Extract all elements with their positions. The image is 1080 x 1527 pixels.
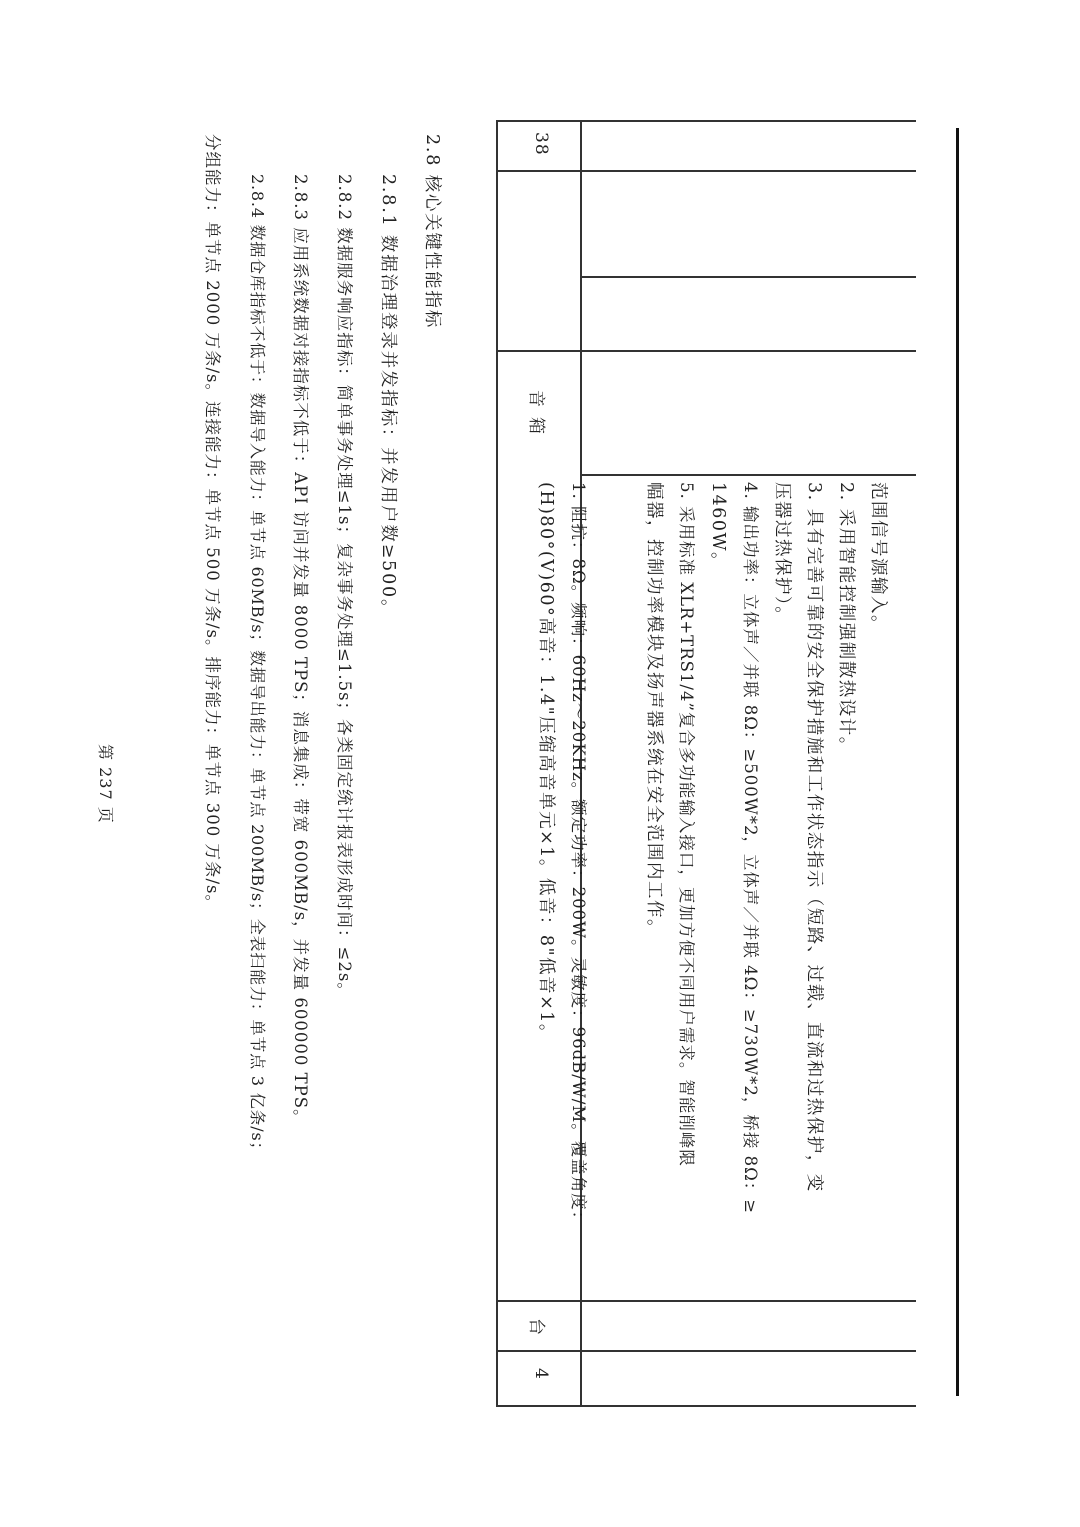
right-margin-rule [956,128,959,1396]
page-number: 第 237 页 [96,744,115,824]
spec-line: 1460W。 [708,482,728,572]
table-border-left [496,120,498,1406]
table-row-divider [496,1350,916,1352]
section-item-continuation: 分组能力：单节点 2000 万条/s。连接能力：单节点 500 万条/s。排序能力：单节点 300 万条/s。 [203,134,222,913]
spec-line: 压器过热保护）。 [772,482,792,626]
spec-line: 4. 输出功率：立体声／并联 8Ω：≥500W*2，立体声／并联 4Ω：≥730W*2，桥接 8Ω：≥ [741,482,760,1215]
item-name: 音箱 [526,390,546,444]
table-row-divider [496,350,916,352]
spec-line: 1. 阻抗：8Ω。频响：60Hz～20KHz。额定功率：200W。灵敏度：96dB/W/M。覆盖角度： [569,482,588,1229]
spec-line: 幅器，控制功率模块及扬声器系统在安全范围内工作。 [644,482,664,938]
table-row-divider [580,474,916,476]
row-number: 38 [531,132,551,156]
spec-line: 3. 具有完善可靠的安全保护措施和工作状态指示（短路、过载、直流和过热保护，变 [804,482,824,1193]
section-item: 2.8.2 数据服务响应指标：简单事务处理≤1s；复杂事务处理≤1.5s；各类固定统计报表形成时间：≤2s。 [335,174,354,1000]
quantity: 4 [531,1368,551,1380]
spec-line: (H)80°(V)60°高音：1.4"压缩高音单元×1。低音：8"低音×1。 [536,482,556,1043]
table-border-bottom [496,1405,916,1407]
spec-line: 范围信号源输入。 [868,482,888,634]
table-row-divider [496,1300,916,1302]
section-heading: 2.8 核心关键性能指标 [422,134,442,329]
spec-line: 2. 采用智能控制强制散热设计。 [836,482,856,756]
table-row-divider [496,170,916,172]
section-item: 2.8.1 数据治理登录并发指标：并发用户数≥500。 [378,174,398,619]
table-border-top [496,120,916,122]
spec-line: 5. 采用标准 XLR+TRS1/4”复合多功能输入接口，更加方便不同用户需求。智能削峰限 [677,482,696,1167]
section-item: 2.8.4 数据仓库指标不低于：数据导入能力：单节点 60MB/s；数据导出能力：单节点 200MB/s；全表扫能力：单节点 3 亿条/s； [248,174,267,1159]
section-item: 2.8.3 应用系统数据对接指标不低于：API 访问并发量 8000 TPS；消息集成：带宽 600MB/s，并发量 600000 TPS。 [291,174,310,1127]
table-row-divider [580,276,916,278]
unit: 台 [526,1318,546,1336]
